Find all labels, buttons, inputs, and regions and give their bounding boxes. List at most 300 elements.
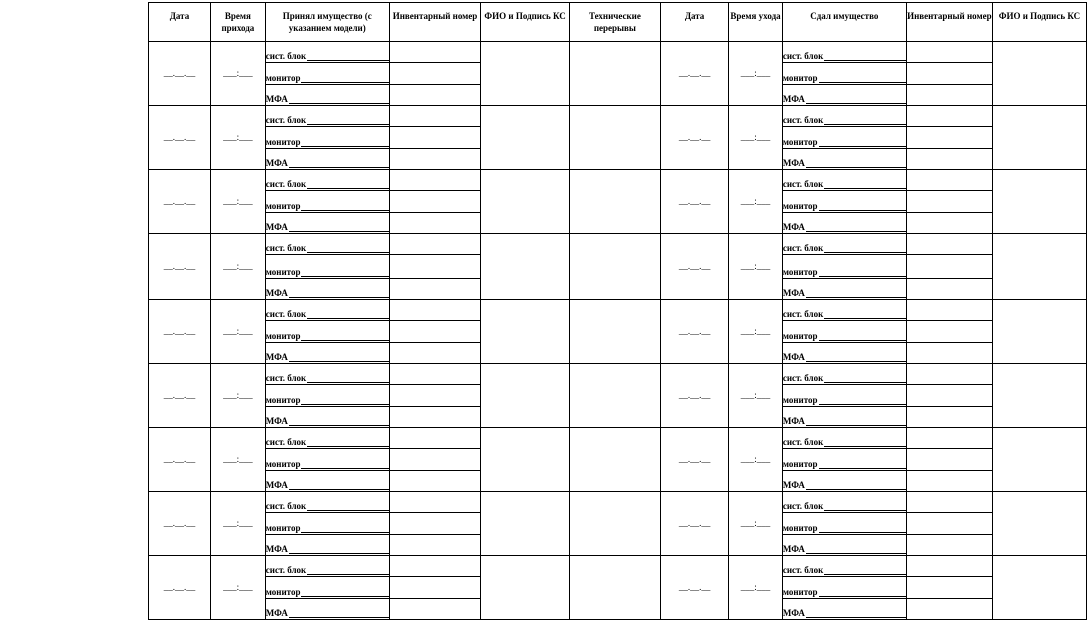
handed-item-field[interactable] xyxy=(782,407,906,428)
fill-in-line xyxy=(307,187,389,189)
item-label: МФА xyxy=(782,608,805,618)
time-out-field[interactable]: ___:___ xyxy=(729,106,783,170)
item-label: сист. блок xyxy=(265,179,307,189)
fill-in-line xyxy=(824,445,906,447)
inventory-out-field[interactable] xyxy=(906,407,992,428)
item-label: сист. блок xyxy=(265,115,307,125)
item-label: сист. блок xyxy=(265,565,307,575)
fio-signature-out-field[interactable] xyxy=(992,300,1086,364)
fio-signature-field[interactable] xyxy=(481,42,570,106)
item-label: монитор xyxy=(782,267,818,277)
inventory-out-field[interactable] xyxy=(906,343,992,364)
fill-in-line xyxy=(806,166,906,168)
tech-breaks-field[interactable] xyxy=(569,428,660,492)
inventory-in-field[interactable] xyxy=(389,343,481,364)
date-out-field[interactable]: __.__.__ xyxy=(660,492,728,556)
item-label: сист. блок xyxy=(265,373,307,383)
fill-in-line xyxy=(301,467,388,469)
fill-in-line xyxy=(301,275,388,277)
item-label: монитор xyxy=(265,267,301,277)
fio-signature-field[interactable] xyxy=(481,492,570,556)
fill-in-line xyxy=(824,381,906,383)
fill-in-line xyxy=(819,531,906,533)
item-label: МФА xyxy=(265,544,288,554)
handed-item-field[interactable] xyxy=(782,63,906,85)
fio-signature-out-field[interactable] xyxy=(992,492,1086,556)
fio-signature-field[interactable] xyxy=(481,364,570,428)
item-label: сист. блок xyxy=(782,309,824,319)
handed-item-field[interactable] xyxy=(782,149,906,170)
fill-in-line xyxy=(301,595,388,597)
handed-item-field[interactable] xyxy=(782,385,906,407)
received-item-field[interactable] xyxy=(265,191,389,213)
time-in-field[interactable]: ___:___ xyxy=(210,428,265,492)
item-label: монитор xyxy=(782,331,818,341)
fill-in-line xyxy=(806,360,906,362)
item-label: сист. блок xyxy=(265,437,307,447)
handed-item-field[interactable] xyxy=(782,492,906,513)
inventory-out-field[interactable] xyxy=(906,279,992,300)
received-item-field[interactable] xyxy=(265,63,389,85)
handed-item-field[interactable] xyxy=(782,343,906,364)
inventory-in-field[interactable] xyxy=(389,255,481,279)
item-label: монитор xyxy=(782,523,818,533)
inventory-out-field[interactable] xyxy=(906,255,992,279)
item-label: МФА xyxy=(782,352,805,362)
received-item-field[interactable] xyxy=(265,170,389,191)
fill-in-line xyxy=(289,488,389,490)
item-label: МФА xyxy=(265,608,288,618)
date-in-field[interactable]: __.__.__ xyxy=(149,428,211,492)
inventory-in-field[interactable] xyxy=(389,149,481,170)
fill-in-line xyxy=(301,339,388,341)
item-label: МФА xyxy=(782,94,805,104)
fill-in-line xyxy=(301,531,388,533)
received-item-field[interactable] xyxy=(265,300,389,321)
header-date-in: Дата xyxy=(149,3,211,42)
fill-in-line xyxy=(824,59,906,61)
handed-item-field[interactable] xyxy=(782,577,906,599)
item-label: сист. блок xyxy=(265,51,307,61)
date-out-field[interactable]: __.__.__ xyxy=(660,234,728,300)
fill-in-line xyxy=(307,317,389,319)
fill-in-line xyxy=(307,381,389,383)
fill-in-line xyxy=(307,573,389,575)
item-label: МФА xyxy=(265,222,288,232)
item-label: МФА xyxy=(782,416,805,426)
inventory-out-field[interactable] xyxy=(906,149,992,170)
header-handed-property: Сдал имущество xyxy=(782,3,906,42)
handed-item-field[interactable] xyxy=(782,85,906,106)
fio-signature-out-field[interactable] xyxy=(992,364,1086,428)
handed-item-field[interactable] xyxy=(782,556,906,577)
item-label: монитор xyxy=(782,201,818,211)
item-label: монитор xyxy=(265,201,301,211)
item-label: сист. блок xyxy=(782,243,824,253)
time-out-field[interactable]: ___:___ xyxy=(729,300,783,364)
received-item-field[interactable] xyxy=(265,385,389,407)
date-out-field[interactable]: __.__.__ xyxy=(660,428,728,492)
handed-item-field[interactable] xyxy=(782,279,906,300)
item-label: монитор xyxy=(265,459,301,469)
date-in-field[interactable]: __.__.__ xyxy=(149,170,211,234)
item-label: МФА xyxy=(782,288,805,298)
date-out-field[interactable]: __.__.__ xyxy=(660,556,728,620)
received-item-field[interactable] xyxy=(265,364,389,385)
inventory-in-field[interactable] xyxy=(389,599,481,620)
inventory-out-field[interactable] xyxy=(906,300,992,321)
time-in-field[interactable]: ___:___ xyxy=(210,170,265,234)
inventory-out-field[interactable] xyxy=(906,599,992,620)
date-in-field[interactable]: __.__.__ xyxy=(149,234,211,300)
handed-item-field[interactable] xyxy=(782,213,906,234)
received-item-field[interactable] xyxy=(265,106,389,127)
inventory-out-field[interactable] xyxy=(906,449,992,471)
item-label: сист. блок xyxy=(782,437,824,447)
inventory-in-field[interactable] xyxy=(389,127,481,149)
fio-signature-field[interactable] xyxy=(481,300,570,364)
table-row xyxy=(149,106,1087,127)
time-out-field[interactable]: ___:___ xyxy=(729,428,783,492)
fio-signature-out-field[interactable] xyxy=(992,106,1086,170)
inventory-out-field[interactable] xyxy=(906,191,992,213)
inventory-out-field[interactable] xyxy=(906,85,992,106)
item-label: МФА xyxy=(265,94,288,104)
fill-in-line xyxy=(307,509,389,511)
handed-item-field[interactable] xyxy=(782,234,906,255)
date-out-field[interactable]: __.__.__ xyxy=(660,364,728,428)
time-in-field[interactable]: ___:___ xyxy=(210,42,265,106)
time-in-field[interactable]: ___:___ xyxy=(210,300,265,364)
date-in-field[interactable]: __.__.__ xyxy=(149,492,211,556)
time-in-field[interactable]: ___:___ xyxy=(210,234,265,300)
received-item-field[interactable] xyxy=(265,599,389,620)
equipment-log-table xyxy=(148,2,1087,620)
header-received-property: Принял имущество (с указанием модели) xyxy=(265,3,389,42)
inventory-in-field[interactable] xyxy=(389,191,481,213)
fill-in-line xyxy=(806,424,906,426)
fill-in-line xyxy=(824,123,906,125)
item-label: МФА xyxy=(782,158,805,168)
inventory-in-field[interactable] xyxy=(389,300,481,321)
fill-in-line xyxy=(301,81,388,83)
inventory-in-field[interactable] xyxy=(389,234,481,255)
tech-breaks-field[interactable] xyxy=(569,234,660,300)
item-label: монитор xyxy=(782,395,818,405)
handed-item-field[interactable] xyxy=(782,428,906,449)
inventory-out-field[interactable] xyxy=(906,321,992,343)
inventory-in-field[interactable] xyxy=(389,492,481,513)
fill-in-line xyxy=(289,296,389,298)
fill-in-line xyxy=(819,275,906,277)
inventory-in-field[interactable] xyxy=(389,535,481,556)
item-label: МФА xyxy=(265,158,288,168)
item-label: сист. блок xyxy=(265,501,307,511)
inventory-in-field[interactable] xyxy=(389,577,481,599)
date-in-field[interactable]: __.__.__ xyxy=(149,42,211,106)
inventory-in-field[interactable] xyxy=(389,213,481,234)
date-in-field[interactable]: __.__.__ xyxy=(149,364,211,428)
received-item-field[interactable] xyxy=(265,149,389,170)
fill-in-line xyxy=(824,573,906,575)
time-out-field[interactable]: ___:___ xyxy=(729,42,783,106)
fill-in-line xyxy=(819,209,906,211)
received-item-field[interactable] xyxy=(265,85,389,106)
handed-item-field[interactable] xyxy=(782,106,906,127)
time-in-field[interactable]: ___:___ xyxy=(210,106,265,170)
inventory-out-field[interactable] xyxy=(906,577,992,599)
fill-in-line xyxy=(307,251,389,253)
received-item-field[interactable] xyxy=(265,556,389,577)
item-label: монитор xyxy=(265,523,301,533)
item-label: монитор xyxy=(782,73,818,83)
fill-in-line xyxy=(289,424,389,426)
time-out-field[interactable]: ___:___ xyxy=(729,170,783,234)
inventory-in-field[interactable] xyxy=(389,428,481,449)
fill-in-line xyxy=(824,251,906,253)
inventory-out-field[interactable] xyxy=(906,42,992,63)
fill-in-line xyxy=(289,616,389,618)
fill-in-line xyxy=(289,360,389,362)
header-inventory-out: Инвентарный номер xyxy=(906,3,992,42)
received-item-field[interactable] xyxy=(265,449,389,471)
header-time-out: Время ухода xyxy=(729,3,783,42)
inventory-in-field[interactable] xyxy=(389,556,481,577)
time-in-field[interactable]: ___:___ xyxy=(210,492,265,556)
inventory-in-field[interactable] xyxy=(389,364,481,385)
inventory-out-field[interactable] xyxy=(906,513,992,535)
handed-item-field[interactable] xyxy=(782,599,906,620)
item-label: сист. блок xyxy=(265,309,307,319)
fill-in-line xyxy=(289,102,389,104)
received-item-field[interactable] xyxy=(265,471,389,492)
item-label: монитор xyxy=(265,331,301,341)
table-row xyxy=(149,234,1087,255)
fill-in-line xyxy=(806,102,906,104)
header-row xyxy=(149,3,1087,42)
time-out-field[interactable]: ___:___ xyxy=(729,364,783,428)
table-row xyxy=(149,42,1087,63)
inventory-in-field[interactable] xyxy=(389,449,481,471)
time-in-field[interactable]: ___:___ xyxy=(210,364,265,428)
date-out-field[interactable]: __.__.__ xyxy=(660,106,728,170)
handed-item-field[interactable] xyxy=(782,255,906,279)
date-in-field[interactable]: __.__.__ xyxy=(149,106,211,170)
item-label: МФА xyxy=(265,352,288,362)
tech-breaks-field[interactable] xyxy=(569,300,660,364)
fill-in-line xyxy=(819,145,906,147)
item-label: монитор xyxy=(782,459,818,469)
handed-item-field[interactable] xyxy=(782,364,906,385)
item-label: монитор xyxy=(265,587,301,597)
fill-in-line xyxy=(806,552,906,554)
tech-breaks-field[interactable] xyxy=(569,364,660,428)
received-item-field[interactable] xyxy=(265,279,389,300)
header-fio-signature: ФИО и Подпись КС xyxy=(481,3,570,42)
header-fio-signature-out: ФИО и Подпись КС xyxy=(992,3,1086,42)
item-label: монитор xyxy=(265,395,301,405)
fill-in-line xyxy=(806,488,906,490)
inventory-in-field[interactable] xyxy=(389,42,481,63)
tech-breaks-field[interactable] xyxy=(569,106,660,170)
item-label: монитор xyxy=(265,73,301,83)
fill-in-line xyxy=(289,230,389,232)
fio-signature-field[interactable] xyxy=(481,170,570,234)
fill-in-line xyxy=(806,296,906,298)
received-item-field[interactable] xyxy=(265,577,389,599)
inventory-out-field[interactable] xyxy=(906,364,992,385)
inventory-in-field[interactable] xyxy=(389,106,481,127)
item-label: монитор xyxy=(782,587,818,597)
fill-in-line xyxy=(819,403,906,405)
received-item-field[interactable] xyxy=(265,42,389,63)
fio-signature-field[interactable] xyxy=(481,106,570,170)
item-label: сист. блок xyxy=(782,565,824,575)
inventory-in-field[interactable] xyxy=(389,385,481,407)
received-item-field[interactable] xyxy=(265,343,389,364)
inventory-out-field[interactable] xyxy=(906,428,992,449)
date-out-field[interactable]: __.__.__ xyxy=(660,300,728,364)
item-label: сист. блок xyxy=(782,115,824,125)
fill-in-line xyxy=(819,595,906,597)
handed-item-field[interactable] xyxy=(782,513,906,535)
inventory-out-field[interactable] xyxy=(906,63,992,85)
fill-in-line xyxy=(824,187,906,189)
fio-signature-field[interactable] xyxy=(481,428,570,492)
tech-breaks-field[interactable] xyxy=(569,556,660,620)
handed-item-field[interactable] xyxy=(782,449,906,471)
fio-signature-out-field[interactable] xyxy=(992,170,1086,234)
tech-breaks-field[interactable] xyxy=(569,170,660,234)
item-label: МФА xyxy=(265,416,288,426)
received-item-field[interactable] xyxy=(265,234,389,255)
header-inventory-in: Инвентарный номер xyxy=(389,3,481,42)
date-in-field[interactable]: __.__.__ xyxy=(149,300,211,364)
inventory-out-field[interactable] xyxy=(906,492,992,513)
fill-in-line xyxy=(806,616,906,618)
handed-item-field[interactable] xyxy=(782,535,906,556)
fill-in-line xyxy=(307,123,389,125)
fill-in-line xyxy=(301,403,388,405)
item-label: сист. блок xyxy=(782,179,824,189)
time-out-field[interactable]: ___:___ xyxy=(729,492,783,556)
item-label: сист. блок xyxy=(782,51,824,61)
table-row xyxy=(149,300,1087,321)
item-label: МФА xyxy=(782,222,805,232)
inventory-out-field[interactable] xyxy=(906,127,992,149)
inventory-in-field[interactable] xyxy=(389,85,481,106)
received-item-field[interactable] xyxy=(265,492,389,513)
inventory-in-field[interactable] xyxy=(389,471,481,492)
time-out-field[interactable]: ___:___ xyxy=(729,234,783,300)
fill-in-line xyxy=(819,339,906,341)
item-label: сист. блок xyxy=(782,373,824,383)
inventory-out-field[interactable] xyxy=(906,385,992,407)
fio-signature-field[interactable] xyxy=(481,556,570,620)
fill-in-line xyxy=(301,145,388,147)
header-date-out: Дата xyxy=(660,3,728,42)
fill-in-line xyxy=(289,552,389,554)
handed-item-field[interactable] xyxy=(782,42,906,63)
item-label: монитор xyxy=(782,137,818,147)
inventory-in-field[interactable] xyxy=(389,513,481,535)
handed-item-field[interactable] xyxy=(782,191,906,213)
fio-signature-field[interactable] xyxy=(481,234,570,300)
fio-signature-out-field[interactable] xyxy=(992,42,1086,106)
received-item-field[interactable] xyxy=(265,127,389,149)
table-row xyxy=(149,556,1087,577)
time-out-field[interactable]: ___:___ xyxy=(729,556,783,620)
inventory-out-field[interactable] xyxy=(906,471,992,492)
inventory-out-field[interactable] xyxy=(906,213,992,234)
item-label: МФА xyxy=(265,288,288,298)
received-item-field[interactable] xyxy=(265,321,389,343)
date-in-field[interactable]: __.__.__ xyxy=(149,556,211,620)
item-label: монитор xyxy=(265,137,301,147)
log-body xyxy=(149,42,1087,620)
fill-in-line xyxy=(824,509,906,511)
received-item-field[interactable] xyxy=(265,255,389,279)
handed-item-field[interactable] xyxy=(782,471,906,492)
handed-item-field[interactable] xyxy=(782,170,906,191)
tech-breaks-field[interactable] xyxy=(569,42,660,106)
inventory-out-field[interactable] xyxy=(906,106,992,127)
header-time-in: Время прихода xyxy=(210,3,265,42)
fio-signature-out-field[interactable] xyxy=(992,556,1086,620)
received-item-field[interactable] xyxy=(265,428,389,449)
table-row xyxy=(149,428,1087,449)
table-row xyxy=(149,364,1087,385)
fill-in-line xyxy=(806,230,906,232)
fill-in-line xyxy=(819,81,906,83)
handed-item-field[interactable] xyxy=(782,127,906,149)
inventory-in-field[interactable] xyxy=(389,407,481,428)
inventory-in-field[interactable] xyxy=(389,321,481,343)
received-item-field[interactable] xyxy=(265,407,389,428)
inventory-in-field[interactable] xyxy=(389,63,481,85)
time-in-field[interactable]: ___:___ xyxy=(210,556,265,620)
item-label: МФА xyxy=(782,544,805,554)
tech-breaks-field[interactable] xyxy=(569,492,660,556)
received-item-field[interactable] xyxy=(265,213,389,234)
inventory-out-field[interactable] xyxy=(906,170,992,191)
fio-signature-out-field[interactable] xyxy=(992,428,1086,492)
received-item-field[interactable] xyxy=(265,535,389,556)
received-item-field[interactable] xyxy=(265,513,389,535)
handed-item-field[interactable] xyxy=(782,321,906,343)
item-label: сист. блок xyxy=(265,243,307,253)
fill-in-line xyxy=(301,209,388,211)
fill-in-line xyxy=(824,317,906,319)
table-row xyxy=(149,492,1087,513)
fill-in-line xyxy=(307,59,389,61)
item-label: сист. блок xyxy=(782,501,824,511)
inventory-out-field[interactable] xyxy=(906,535,992,556)
fio-signature-out-field[interactable] xyxy=(992,234,1086,300)
inventory-out-field[interactable] xyxy=(906,556,992,577)
date-out-field[interactable]: __.__.__ xyxy=(660,170,728,234)
table-row xyxy=(149,170,1087,191)
item-label: МФА xyxy=(782,480,805,490)
header-tech-breaks: Технические перерывы xyxy=(569,3,660,42)
date-out-field[interactable]: __.__.__ xyxy=(660,42,728,106)
inventory-in-field[interactable] xyxy=(389,279,481,300)
inventory-in-field[interactable] xyxy=(389,170,481,191)
fill-in-line xyxy=(307,445,389,447)
handed-item-field[interactable] xyxy=(782,300,906,321)
fill-in-line xyxy=(819,467,906,469)
inventory-out-field[interactable] xyxy=(906,234,992,255)
